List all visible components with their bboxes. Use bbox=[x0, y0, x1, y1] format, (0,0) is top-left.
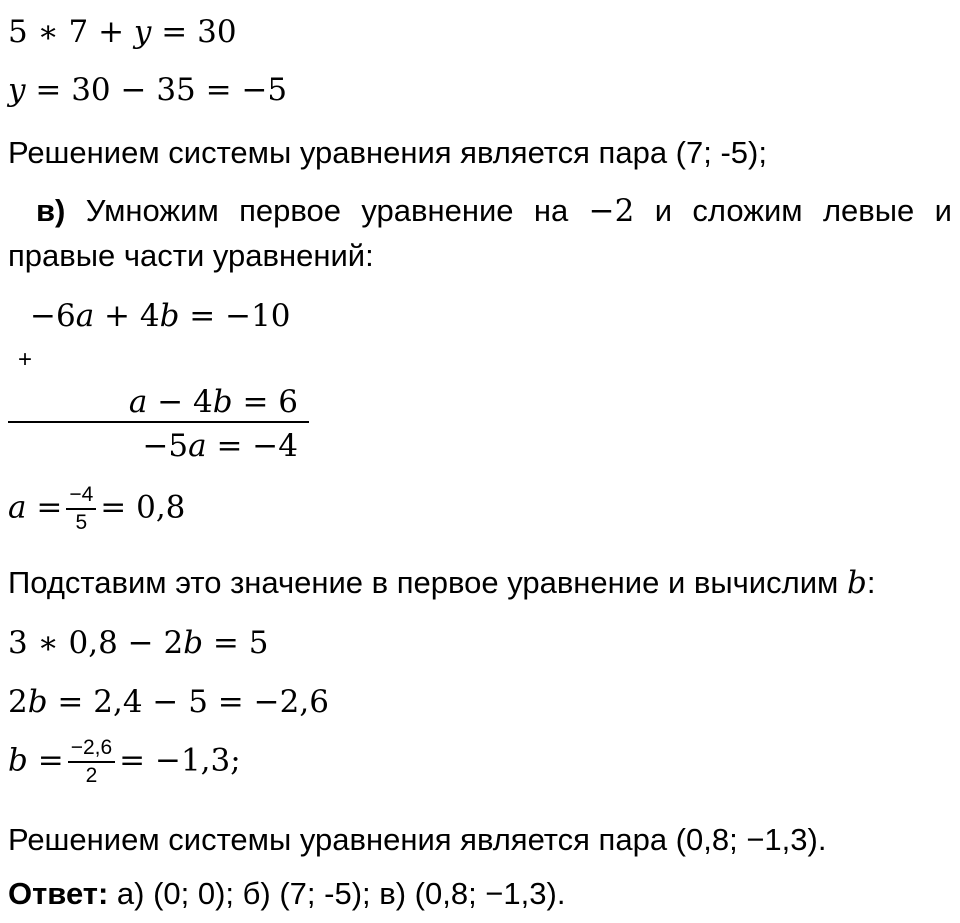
part-v-factor: −2 bbox=[588, 193, 635, 229]
b-fraction bbox=[68, 737, 115, 787]
solution-statement-2: Решением системы уравнения является пара (0,8; −1,3). bbox=[8, 822, 827, 857]
a-calculation bbox=[8, 484, 185, 534]
addition-equation-2: 𝑎 − 4𝑏 = 6 bbox=[128, 384, 298, 420]
addition-equation-1: −6𝑎 + 4𝑏 = −10 bbox=[30, 298, 291, 334]
b-equation-line-1: 3 ∗ 0,8 − 2𝑏 = 5 bbox=[8, 625, 269, 661]
b-lhs: 𝑏 = bbox=[8, 742, 64, 779]
solution-statement-1: Решением системы уравнения является пара (7; -5); bbox=[8, 135, 767, 170]
substitution-sentence bbox=[8, 565, 875, 601]
a-fraction-denominator: 5 bbox=[75, 511, 88, 535]
a-rhs: = 0,8 bbox=[100, 489, 186, 526]
equation-line-2: 𝑦 = 30 − 35 = −5 bbox=[8, 72, 288, 108]
a-fraction bbox=[66, 484, 96, 534]
substitution-colon: : bbox=[866, 565, 876, 600]
addition-result: −5𝑎 = −4 bbox=[142, 428, 298, 464]
addition-plus-sign: + bbox=[18, 346, 33, 373]
part-v-intro-line-2: правые части уравнений: bbox=[8, 238, 374, 273]
substitution-variable: 𝑏 bbox=[846, 565, 867, 601]
part-v-intro-a: Умножим первое уравнение на bbox=[85, 193, 569, 228]
b-calculation bbox=[8, 737, 241, 787]
b-fraction-numerator: −2,6 bbox=[68, 737, 115, 763]
answer-text: а) (0; 0); б) (7; -5); в) (0,8; −1,3). bbox=[108, 876, 566, 911]
answer-label: Ответ: bbox=[8, 876, 109, 911]
substitution-text: Подставим это значение в первое уравнение и вычислим bbox=[8, 565, 839, 600]
a-lhs: 𝑎 = bbox=[8, 489, 63, 526]
b-fraction-denominator: 2 bbox=[85, 764, 98, 788]
b-rhs: = −1,3; bbox=[119, 742, 241, 779]
part-v-label: в) bbox=[36, 193, 66, 228]
b-equation-line-2: 2𝑏 = 2,4 − 5 = −2,6 bbox=[8, 684, 329, 720]
a-fraction-numerator: −4 bbox=[66, 484, 96, 510]
part-v-intro-b: и сложим левые и bbox=[654, 193, 952, 228]
equation-line-1: 5 ∗ 7 + 𝑦 = 30 bbox=[8, 14, 237, 50]
addition-rule bbox=[8, 421, 309, 423]
answer-line bbox=[8, 876, 565, 912]
part-v-intro-line-1 bbox=[8, 193, 952, 229]
